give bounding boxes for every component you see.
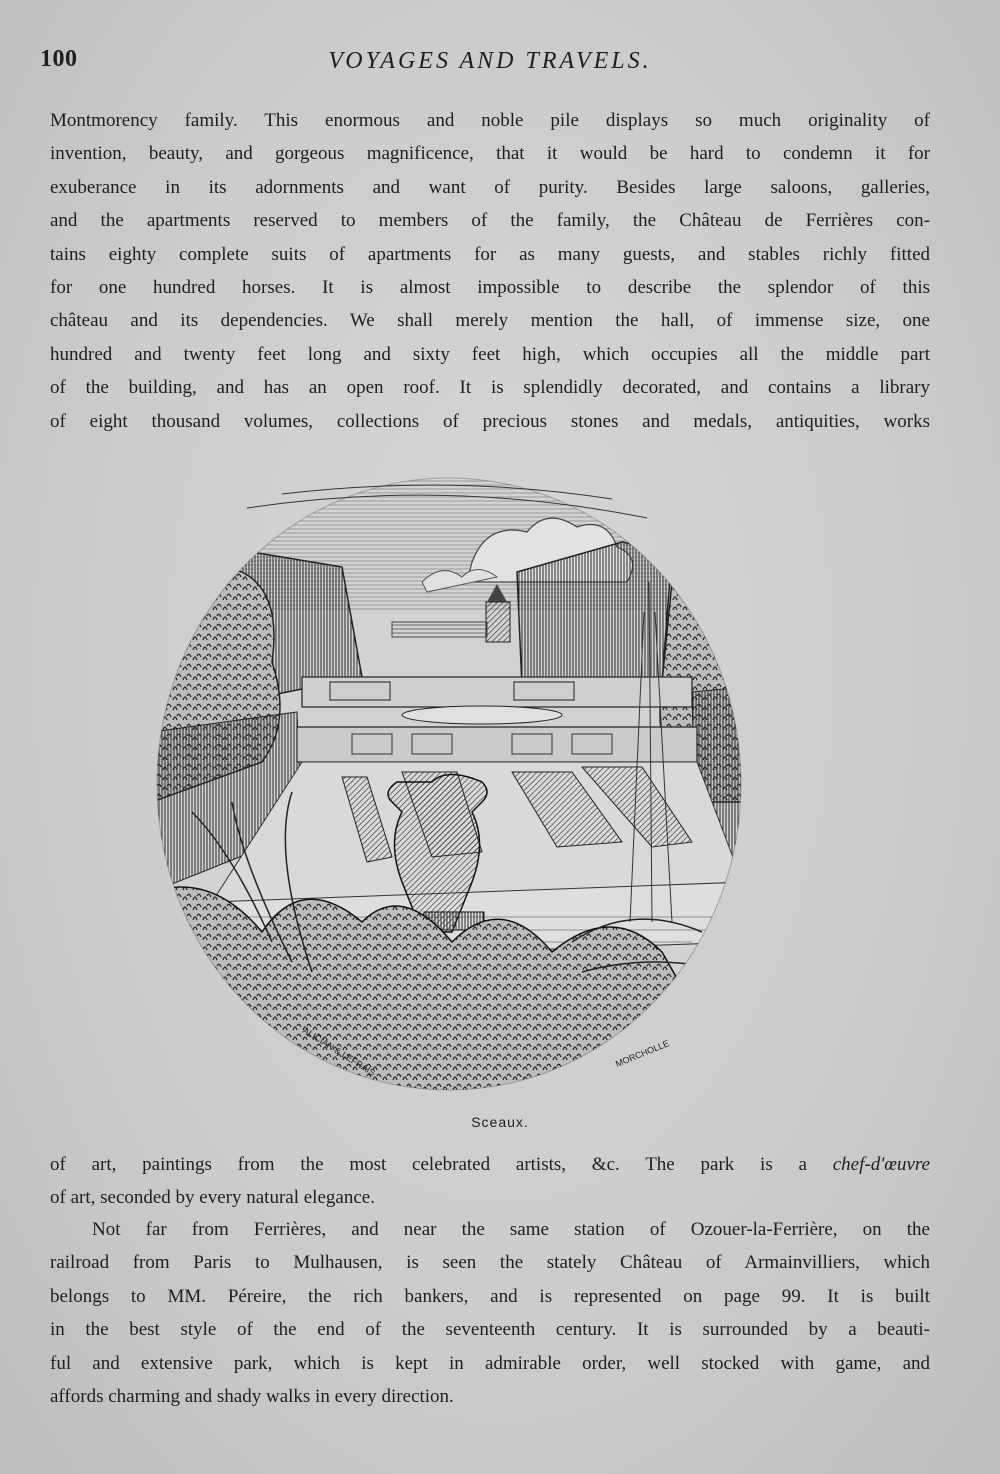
italic-phrase: chef-d'œuvre <box>832 1154 930 1175</box>
text-line: Not far from Ferrières, and near the same station of Ozouer-la-Ferrière, on the <box>92 1219 930 1240</box>
engraver-signature-left: ALICIAN & LEFRAIS <box>300 1025 378 1078</box>
paragraph-2 <box>50 1148 930 1215</box>
text-line: of the building, and has an open roof. It is splendidly decorated, and contains a library <box>50 377 930 399</box>
text-line: of art, paintings from the most celebrated artists, &c. The park is a chef-d'œuvre <box>50 1154 930 1175</box>
running-head: VOYAGES AND TRAVELS. <box>328 48 652 74</box>
text-line: belongs to MM. Péreire, the rich bankers, and is represented on page 99. It is built <box>50 1285 930 1307</box>
text-line: invention, beauty, and gorgeous magnificence, that it would be hard to condemn it for <box>50 143 930 165</box>
text-line: and the apartments reserved to members of the family, the Château de Ferrières con- <box>50 210 930 232</box>
paragraph-3 <box>50 1213 930 1413</box>
text-line: ful and extensive park, which is kept in admirable order, well stocked with game, and <box>50 1352 930 1374</box>
page-number: 100 <box>40 46 78 72</box>
sceaux-engraving <box>152 472 746 1100</box>
text-line: of eight thousand volumes, collections of precious stones and medals, antiquities, works <box>50 410 930 432</box>
text-line: exuberance in its adornments and want of purity. Besides large saloons, galleries, <box>50 176 930 198</box>
page-header <box>40 46 940 82</box>
text-line: hundred and twenty feet long and sixty feet high, which occupies all the middle part <box>50 343 930 365</box>
text-line: Montmorency family. This enormous and noble pile displays so much originality of <box>50 110 930 131</box>
text-line: affords charming and shady walks in every direction. <box>50 1386 454 1408</box>
figure-caption: Sceaux. <box>471 1114 529 1130</box>
text-line: for one hundred horses. It is almost impossible to describe the splendor of this <box>50 277 930 299</box>
text-line: tains eighty complete suits of apartments for as many guests, and stables richly fitted <box>50 243 930 265</box>
text-line: in the best style of the end of the seventeenth century. It is surrounded by a beauti- <box>50 1319 930 1341</box>
text-line: château and its dependencies. We shall merely mention the hall, of immense size, one <box>50 310 930 332</box>
engraver-signature-right: MORCHOLLE <box>614 1038 671 1069</box>
paragraph-1 <box>50 104 930 438</box>
text-line: of art, seconded by every natural elegance. <box>50 1187 375 1209</box>
text-line: railroad from Paris to Mulhausen, is seen the stately Château of Armainvilliers, which <box>50 1252 930 1274</box>
